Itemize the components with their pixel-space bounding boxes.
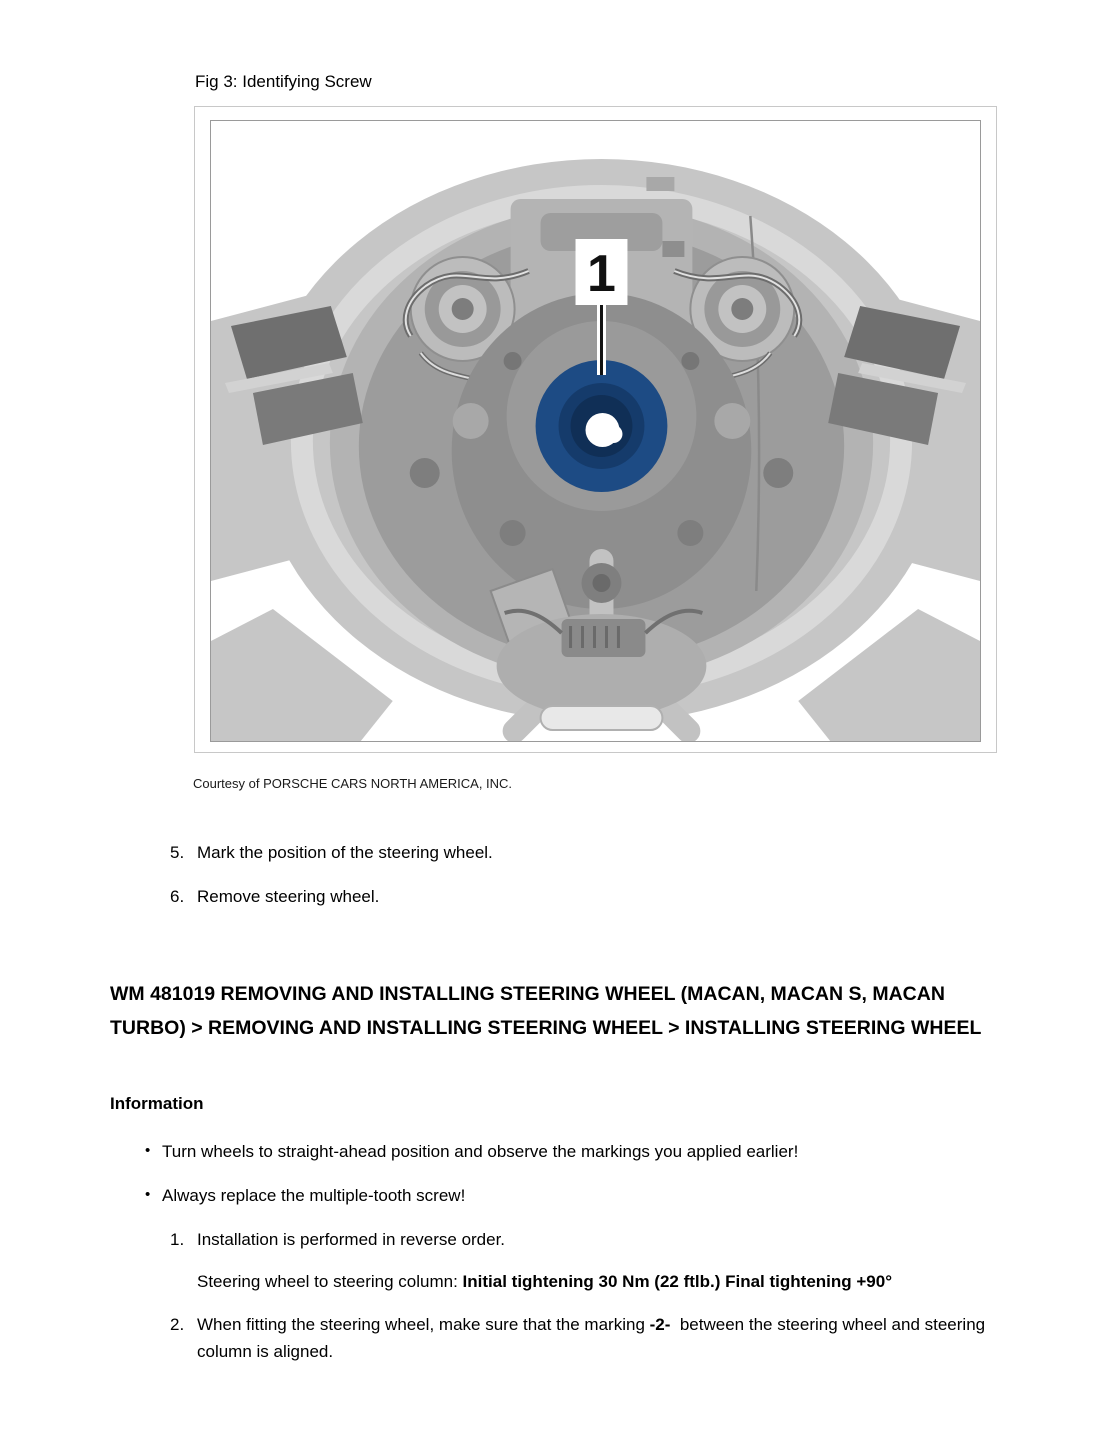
list-item-text: Remove steering wheel. — [197, 887, 380, 906]
torque-value: Initial tightening 30 Nm (22 ftlb.) Final tightening +90° — [462, 1272, 893, 1291]
screw-highlight — [536, 360, 668, 492]
step-text-post: between the steering wheel and steering column is aligned. — [197, 1315, 986, 1361]
figure-credit: Courtesy of PORSCHE CARS NORTH AMERICA, INC. — [193, 776, 513, 791]
callout-box — [576, 239, 628, 305]
callout-label: 1 — [587, 244, 616, 304]
bullet-icon: • — [145, 1142, 151, 1159]
list-item-number: 6. — [170, 887, 185, 906]
section-heading: WM 481019 REMOVING AND INSTALLING STEERING WHEEL (MACAN, MACAN S, MACAN TURBO) > REMOVING AND INSTALLING STEERING WHEEL > INSTALLING STEERING WHEEL — [110, 983, 982, 1039]
step-item — [170, 1311, 992, 1365]
bullet-text: Always replace the multiple-tooth screw! — [162, 1186, 466, 1205]
steering-wheel-figure — [210, 120, 981, 742]
bullet-icon: • — [145, 1186, 151, 1203]
figure-caption: Fig 3: Identifying Screw — [195, 72, 372, 91]
torque-note — [197, 1268, 1007, 1295]
bullet-text: Turn wheels to straight-ahead position and observe the markings you applied earlier! — [162, 1142, 799, 1161]
bullet-item — [145, 1138, 799, 1165]
step-text: Installation is performed in reverse order. — [197, 1230, 506, 1249]
hub-boss-center — [593, 574, 611, 592]
information-subheading: Information — [110, 1094, 204, 1113]
step-text-pre: When fitting the steering wheel, make sure that the marking — [197, 1315, 650, 1334]
list-item-number: 5. — [170, 843, 185, 862]
step-number: 2. — [170, 1315, 185, 1334]
step-item — [170, 1226, 506, 1253]
steering-wheel-illustration — [211, 121, 980, 741]
torque-label: Steering wheel to steering column: — [197, 1272, 463, 1291]
bullet-item — [145, 1182, 466, 1209]
list-item-text: Mark the position of the steering wheel. — [197, 843, 493, 862]
step-marking: -2- — [649, 1315, 671, 1334]
list-item — [170, 883, 380, 910]
list-item — [170, 839, 493, 866]
step-number: 1. — [170, 1230, 185, 1249]
figure-frame — [194, 106, 997, 753]
